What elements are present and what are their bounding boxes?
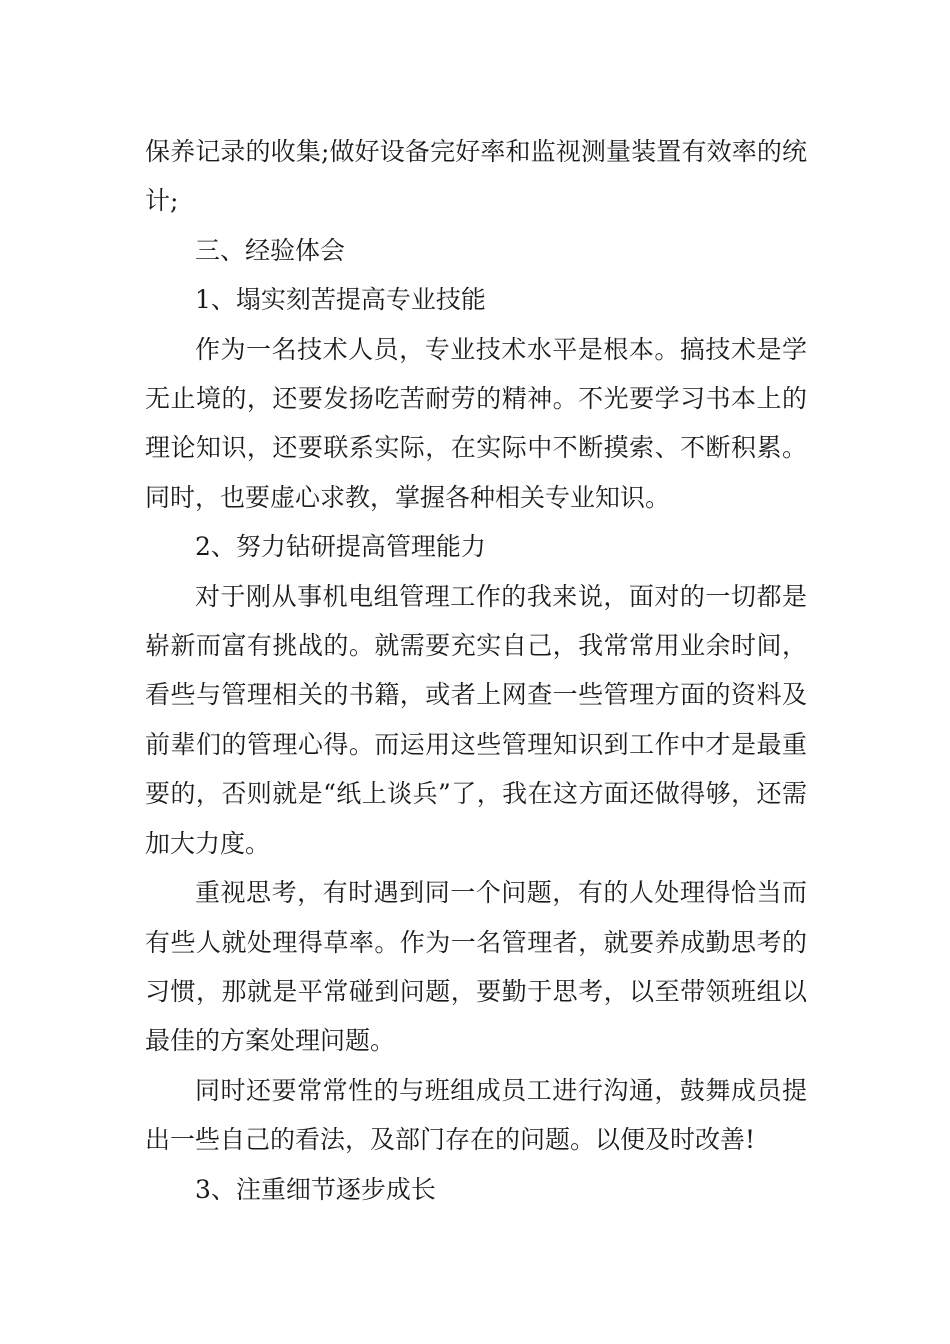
subheading-2: 2、努力钻研提高管理能力 [195, 532, 486, 562]
section-heading-3: 三、经验体会 [195, 235, 346, 265]
subheading-1: 1、塌实刻苦提高专业技能 [195, 285, 486, 315]
document-body [145, 127, 807, 1214]
paragraph-1: 保养记录的收集;做好设备完好率和监视测量装置有效率的统计; [145, 137, 807, 216]
paragraph-4: 重视思考，有时遇到同一个问题，有的人处理得恰当而有些人就处理得草率。作为一名管理者，就要养成勤思考的习惯，那就是平常碰到问题，要勤于思考，以至带领班组以最佳的方案处理问题。 [145, 878, 807, 1056]
paragraph-3: 对于刚从事机电组管理工作的我来说，面对的一切都是崭新而富有挑战的。就需要充实自己，我常常用业余时间，看些与管理相关的书籍，或者上网查一些管理方面的资料及前辈们的管理心得。而运用这些管理知识到工作中才是最重要的，否则就是“纸上谈兵”了，我在这方面还做得够，还需加大力度。 [145, 581, 807, 858]
subheading-3: 3、注重细节逐步成长 [195, 1174, 436, 1204]
paragraph-5: 同时还要常常性的与班组成员工进行沟通，鼓舞成员提出一些自己的看法，及部门存在的问题。以便及时改善! [145, 1075, 807, 1155]
paragraph-2: 作为一名技术人员，专业技术水平是根本。搞技术是学无止境的，还要发扬吃苦耐劳的精神。不光要学习书本上的理论知识，还要联系实际，在实际中不断摸索、不断积累。同时，也要虚心求教，掌握各种相关专业知识。 [145, 334, 807, 512]
